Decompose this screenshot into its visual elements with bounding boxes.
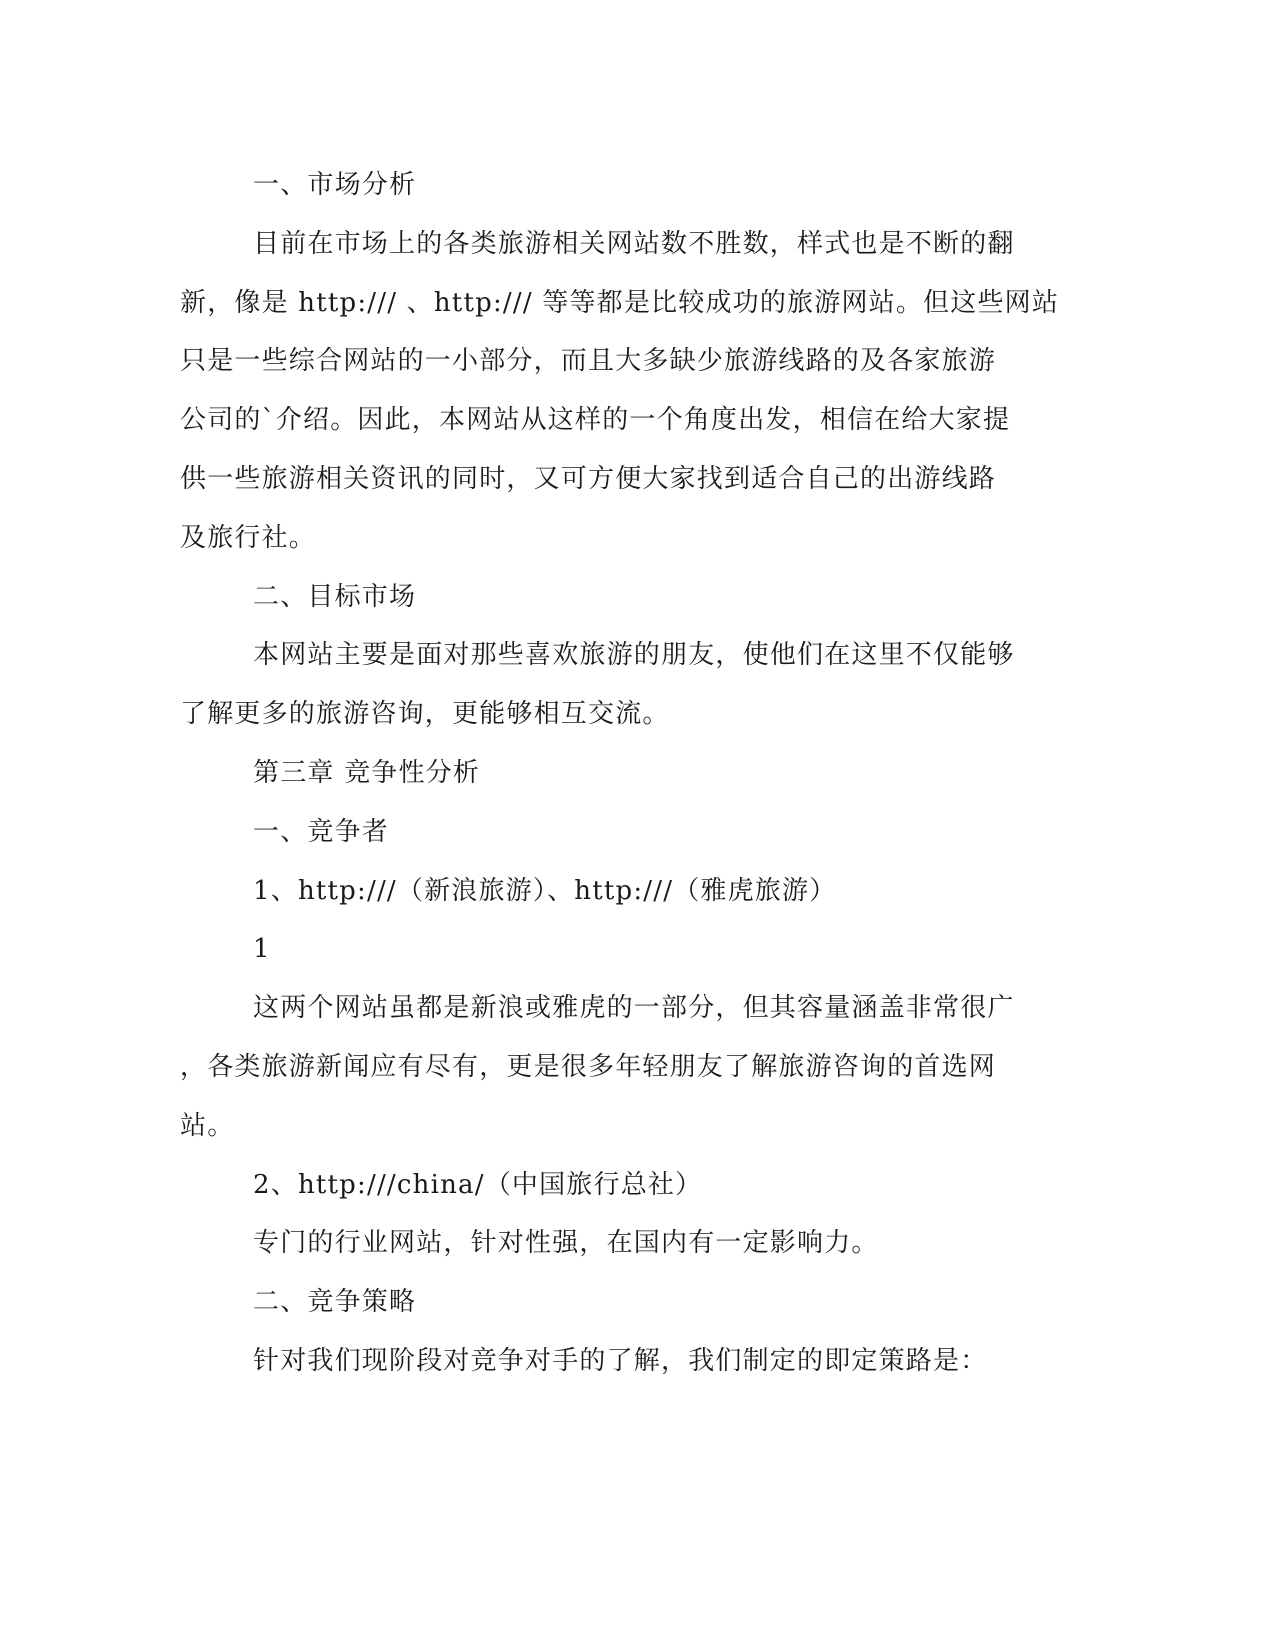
section-heading-competitive-strategy: 二、竞争策略 xyxy=(253,1287,417,1318)
paragraph-line: 站。 xyxy=(180,1110,235,1141)
section-heading-market-analysis: 一、市场分析 xyxy=(253,170,417,200)
paragraph-line: 本网站主要是面对那些喜欢旅游的朋友，使他们在这里不仅能够 xyxy=(253,640,1015,671)
paragraph-line: 新，像是 http:/// 、http:/// 等等都是比较成功的旅游网站。但这些网站 xyxy=(180,287,1060,318)
paragraph-line: 针对我们现阶段对竞争对手的了解，我们制定的即定策路是： xyxy=(253,1345,988,1376)
paragraph-line: 专门的行业网站，针对性强，在国内有一定影响力。 xyxy=(253,1228,879,1259)
section-heading-target-market: 二、目标市场 xyxy=(253,581,417,612)
paragraph-line: 只是一些综合网站的一小部分，而且大多缺少旅游线路的及各家旅游 xyxy=(180,346,997,377)
paragraph-line: 供一些旅游相关资讯的同时，又可方便大家找到适合自己的出游线路 xyxy=(180,463,997,494)
competitor-item-2: 2、http:///china/（中国旅行总社） xyxy=(253,1169,703,1200)
page-number: 1 xyxy=(253,934,271,965)
paragraph-line: 目前在市场上的各类旅游相关网站数不胜数，样式也是不断的翻 xyxy=(253,228,1015,259)
paragraph-line: 及旅行社。 xyxy=(180,522,317,553)
paragraph-line: ，各类旅游新闻应有尽有，更是很多年轻朋友了解旅游咨询的首选网 xyxy=(180,1051,997,1082)
chapter-heading: 第三章 竞争性分析 xyxy=(253,757,481,788)
competitor-item-1: 1、http:///（新浪旅游）、http:///（雅虎旅游） xyxy=(253,875,837,906)
document-body xyxy=(180,156,1060,1391)
paragraph-line: 这两个网站虽都是新浪或雅虎的一部分，但其容量涵盖非常很广 xyxy=(253,993,1015,1024)
paragraph-line: 了解更多的旅游咨询，更能够相互交流。 xyxy=(180,699,670,730)
section-heading-competitors: 一、竞争者 xyxy=(253,816,390,847)
paragraph-line: 公司的`介绍。因此，本网站从这样的一个角度出发，相信在给大家提 xyxy=(180,405,1011,436)
